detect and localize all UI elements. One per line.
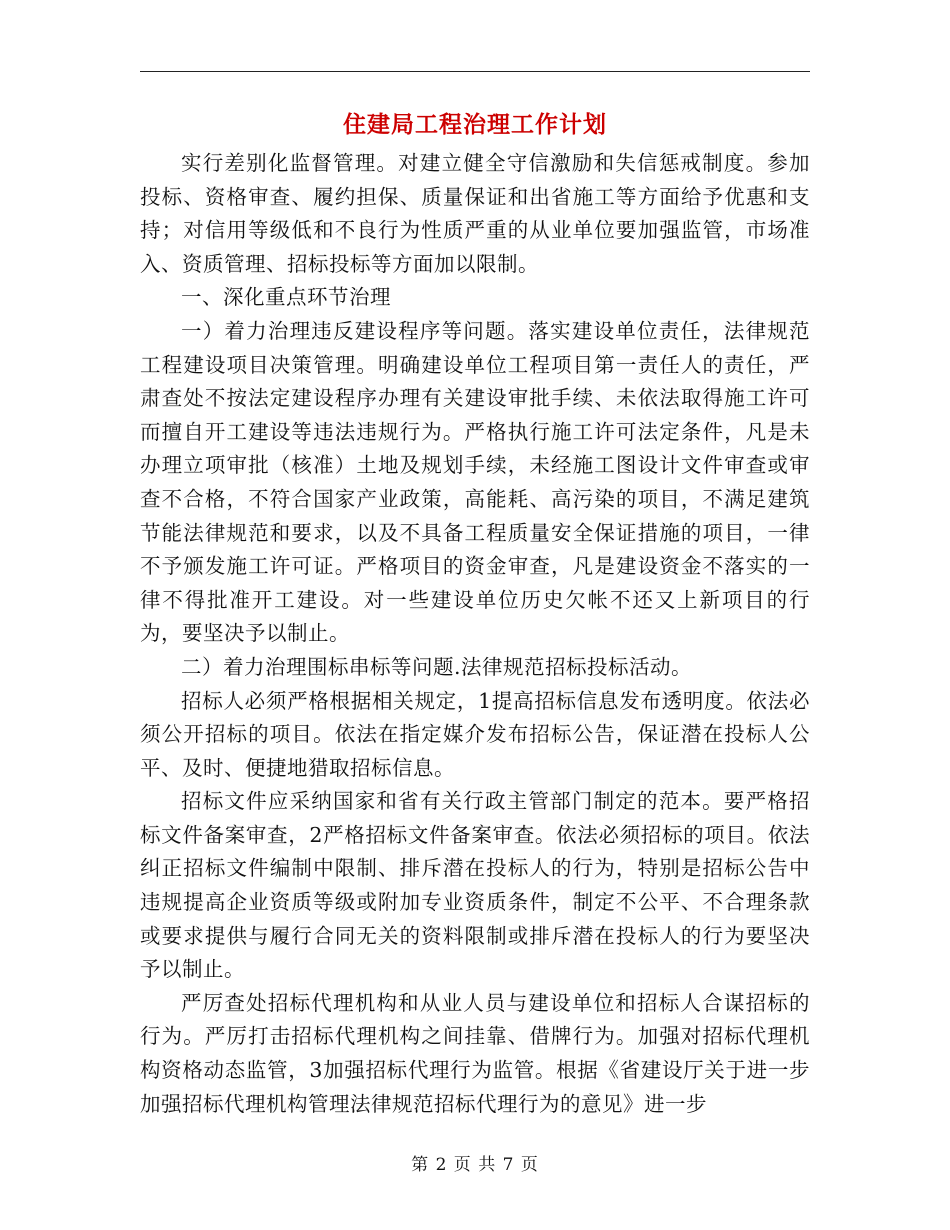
document-title: 住建局工程治理工作计划 [343, 111, 607, 138]
subsection-heading: 二）着力治理围标串标等问题.法律规范招标投标活动。 [181, 654, 693, 679]
paragraph: 实行差别化监督管理。对建立健全守信激励和失信惩戒制度。参加投标、资格审查、履约担保、质量保证和出省施工等方面给予优惠和支持；对信用等级低和不良行为性质严重的从业单位要加强监管，市场准入、资质管理、招标投标等方面加以限制。 [140, 151, 810, 276]
header-rule [140, 71, 810, 72]
document-body [140, 147, 810, 1121]
paragraph: 招标人必须严格根据相关规定，1提高招标信息发布透明度。依法必须公开招标的项目。依法在指定媒介发布招标公告，保证潜在投标人公平、及时、便捷地猎取招标信息。 [140, 688, 810, 780]
paragraph: 招标文件应采纳国家和省有关行政主管部门制定的范本。要严格招标文件备案审查，2严格招标文件备案审查。依法必须招标的项目。依法纠正招标文件编制中限制、排斥潜在投标人的行为，特别是招标公告中违规提高企业资质等级或附加专业资质条件，制定不公平、不合理条款或要求提供与履行合同无关的资料限制或排斥潜在投标人的行为要坚决予以制止。 [140, 789, 810, 982]
paragraph: 严厉查处招标代理机构和从业人员与建设单位和招标人合谋招标的行为。严厉打击招标代理机构之间挂靠、借牌行为。加强对招标代理机构资格动态监管，3加强招标代理行为监管。根据《省建设厅关于进一步加强招标代理机构管理法律规范招标代理行为的意见》进一步 [140, 990, 810, 1116]
page-number-footer: 第 2 页 共 7 页 [411, 1155, 539, 1175]
paragraph: 一）着力治理违反建设程序等问题。落实建设单位责任，法律规范工程建设项目决策管理。明确建设单位工程项目第一责任人的责任，严肃查处不按法定建设程序办理有关建设审批手续、未依法取得施工许可而擅自开工建设等违法违规行为。严格执行施工许可法定条件，凡是未办理立项审批（核准）土地及规划手续，未经施工图设计文件审查或审查不合格，不符合国家产业政策，高能耗、高污染的项目，不满足建筑节能法律规范和要求，以及不具备工程质量安全保证措施的项目，一律不予颁发施工许可证。严格项目的资金审查，凡是建设资金不落实的一律不得批准开工建设。对一些建设单位历史欠帐不还又上新项目的行为，要坚决予以制止。 [140, 318, 810, 646]
section-heading: 一、深化重点环节治理 [181, 285, 391, 310]
